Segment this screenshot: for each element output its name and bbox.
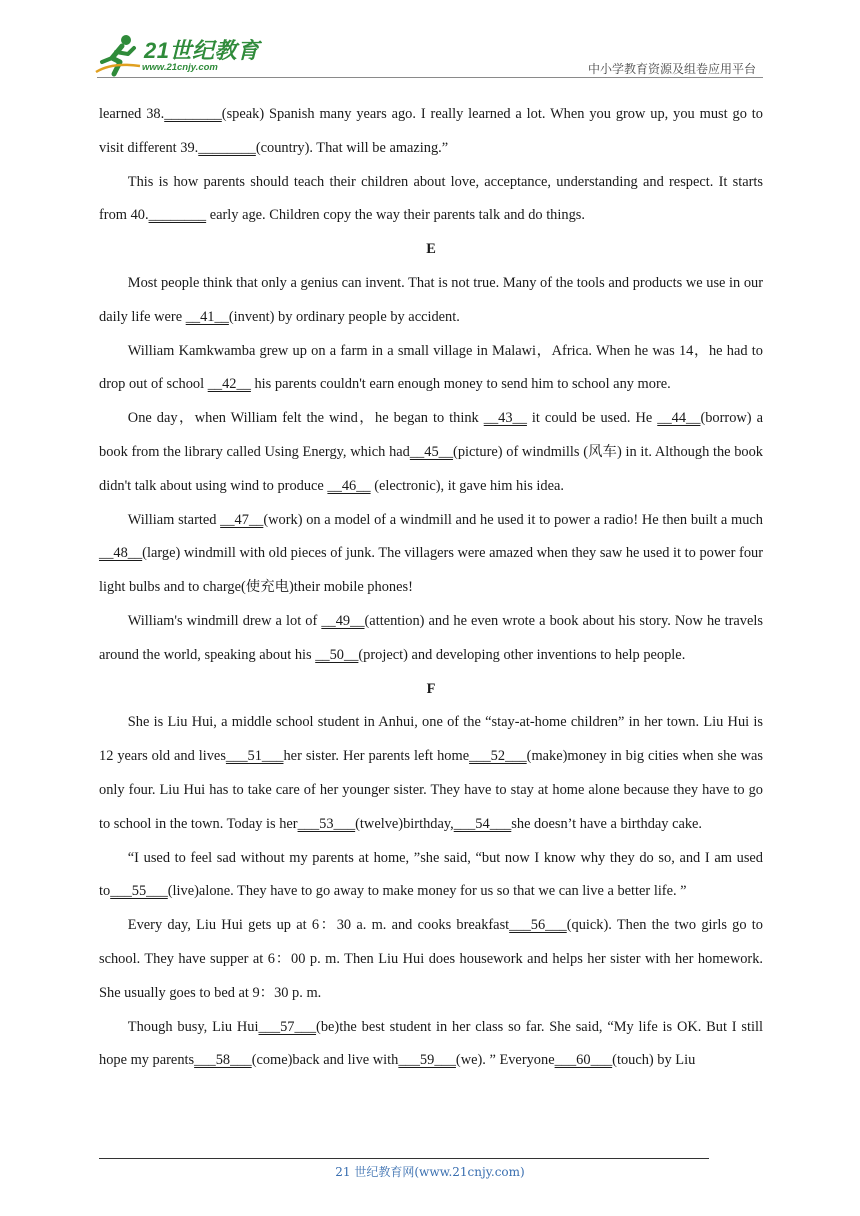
text-segment: William Kamkwamba grew up on a farm in a small village in Malawi，Africa. When he was 14，he had to drop out of school <box>99 342 763 393</box>
blank-answer: ___57___ <box>258 1018 317 1035</box>
text-segment: Though busy, Liu Hui <box>127 1018 259 1035</box>
blank-answer: ___60___ <box>554 1052 613 1069</box>
text-segment: (twelve)birthday, <box>355 815 454 832</box>
runner-logo-icon <box>92 32 144 78</box>
paragraph <box>99 267 763 335</box>
page-header <box>0 0 860 80</box>
text-segment: (electronic), it gave him his idea. <box>370 477 564 494</box>
logo-text: 21世纪教育 <box>144 38 260 63</box>
text-segment: (be)the best student in her class so far. She said, “My life is OK. But I still hope my parents <box>99 1018 764 1069</box>
header-platform-title: 中小学教育资源及组卷应用平台 <box>587 62 756 76</box>
logo-url: www.21cnjy.com <box>142 62 218 73</box>
paragraph <box>99 335 763 403</box>
paragraph <box>99 402 763 503</box>
text-segment: E <box>426 241 436 258</box>
text-segment: (work) on a model of a windmill and he used it to power a radio! He then built a much <box>263 511 763 528</box>
blank-answer: ________ <box>198 139 256 156</box>
text-segment: (make)money in big cities when she was only four. Liu Hui has to take care of her younger sister. They have to stay at home alone because they have to go to school in the town. Today is her <box>99 748 763 832</box>
blank-answer: ___55___ <box>110 883 168 900</box>
text-segment: (picture) of windmills (风车) in it. Although the book didn't talk about using wind to produce <box>99 443 763 494</box>
text-segment: learned 38. <box>99 106 165 122</box>
paragraph <box>99 706 763 841</box>
blank-answer: __45__ <box>409 443 454 460</box>
section-heading <box>99 673 763 707</box>
blank-answer: ___59___ <box>398 1052 456 1069</box>
text-segment: Most people think that only a genius can invent. That is not true. Many of the tools and products we use in our daily life were <box>99 274 764 325</box>
paragraph <box>99 842 763 910</box>
blank-answer: __48__ <box>99 545 143 562</box>
text-segment: William's windmill drew a lot of <box>127 612 322 629</box>
text-segment: One day，when William felt the wind，he began to think <box>127 410 484 427</box>
blank-answer: __44__ <box>657 410 701 427</box>
text-segment: (invent) by ordinary people by accident. <box>228 308 460 325</box>
paragraph <box>99 605 763 673</box>
blank-answer: __41__ <box>185 308 229 325</box>
blank-answer: ___54___ <box>453 815 512 832</box>
page-footer: 21 世纪教育网(www.21cnjy.com) <box>335 1165 525 1179</box>
blank-answer: __46__ <box>327 477 371 494</box>
logo <box>92 32 262 78</box>
text-segment: F <box>426 680 436 697</box>
text-segment: (speak) Spanish many years ago. I really learned a lot. When you grow up, you must go to visit different 39. <box>99 106 763 156</box>
text-segment: (borrow) a book from the library called Using Energy, which had <box>99 410 763 460</box>
blank-answer: ___53___ <box>297 815 356 832</box>
text-segment: She is Liu Hui, a middle school student in Anhui, one of the “stay-at-home children” in her town. Liu Hui is 12 years old and lives <box>99 714 763 765</box>
blank-answer: ________ <box>148 207 207 224</box>
paragraph <box>99 909 763 1010</box>
blank-answer: ___52___ <box>469 748 527 765</box>
paragraph <box>99 504 763 605</box>
text-segment: (come)back and live with <box>251 1052 399 1069</box>
text-segment: William started <box>127 511 221 528</box>
text-segment: (live)alone. They have to go away to make money for us so that we can live a better life. ” <box>167 883 687 900</box>
text-segment: her sister. Her parents left home <box>283 748 470 765</box>
text-segment: (touch) by Liu <box>612 1052 696 1069</box>
blank-answer: __50__ <box>315 646 359 663</box>
blank-answer: ________ <box>164 106 222 122</box>
text-segment: she doesn’t have a birthday cake. <box>511 815 703 832</box>
blank-answer: __49__ <box>321 612 365 629</box>
text-segment: (large) windmill with old pieces of junk. The villagers were amazed when they saw he used it to power four light bulbs and to charge(使充电)their mobile phones! <box>99 545 763 596</box>
blank-answer: __43__ <box>483 410 527 427</box>
text-segment: (attention) and he even wrote a book about his story. Now he travels around the world, speaking about his <box>99 612 763 663</box>
paragraph <box>99 166 763 234</box>
document-body <box>99 98 763 1078</box>
text-segment: (country). That will be amazing.” <box>255 139 449 156</box>
header-divider <box>97 77 763 78</box>
text-segment: (quick). Then the two girls go to school. They have supper at 6：00 p. m. Then Liu Hui does housework and helps her sister with her homework. She usually goes to bed at 9：30 p. m. <box>99 917 763 1001</box>
text-segment: early age. Children copy the way their parents talk and do things. <box>206 207 585 224</box>
text-segment: This is how parents should teach their children about love, acceptance, understanding and respect. It starts from 40. <box>99 173 763 224</box>
paragraph <box>99 1011 763 1079</box>
paragraph <box>99 98 763 166</box>
text-segment: his parents couldn't earn enough money to send him to school any more. <box>250 376 671 393</box>
text-segment: “I used to feel sad without my parents at home, ”she said, “but now I know why they do so, and I am used to <box>99 849 763 900</box>
blank-answer: __47__ <box>220 511 264 528</box>
text-segment: Every day, Liu Hui gets up at 6：30 a. m. and cooks breakfast <box>127 917 510 934</box>
blank-answer: ___56___ <box>509 917 567 934</box>
text-segment: it could be used. He <box>526 410 658 427</box>
text-segment: (we). ” Everyone <box>455 1052 555 1069</box>
text-segment: (project) and developing other inventions to help people. <box>358 646 686 663</box>
footer-divider <box>99 1158 709 1159</box>
blank-answer: ___51___ <box>225 748 284 765</box>
blank-answer: ___58___ <box>194 1052 252 1069</box>
blank-answer: __42__ <box>207 376 251 393</box>
section-heading <box>99 233 763 267</box>
